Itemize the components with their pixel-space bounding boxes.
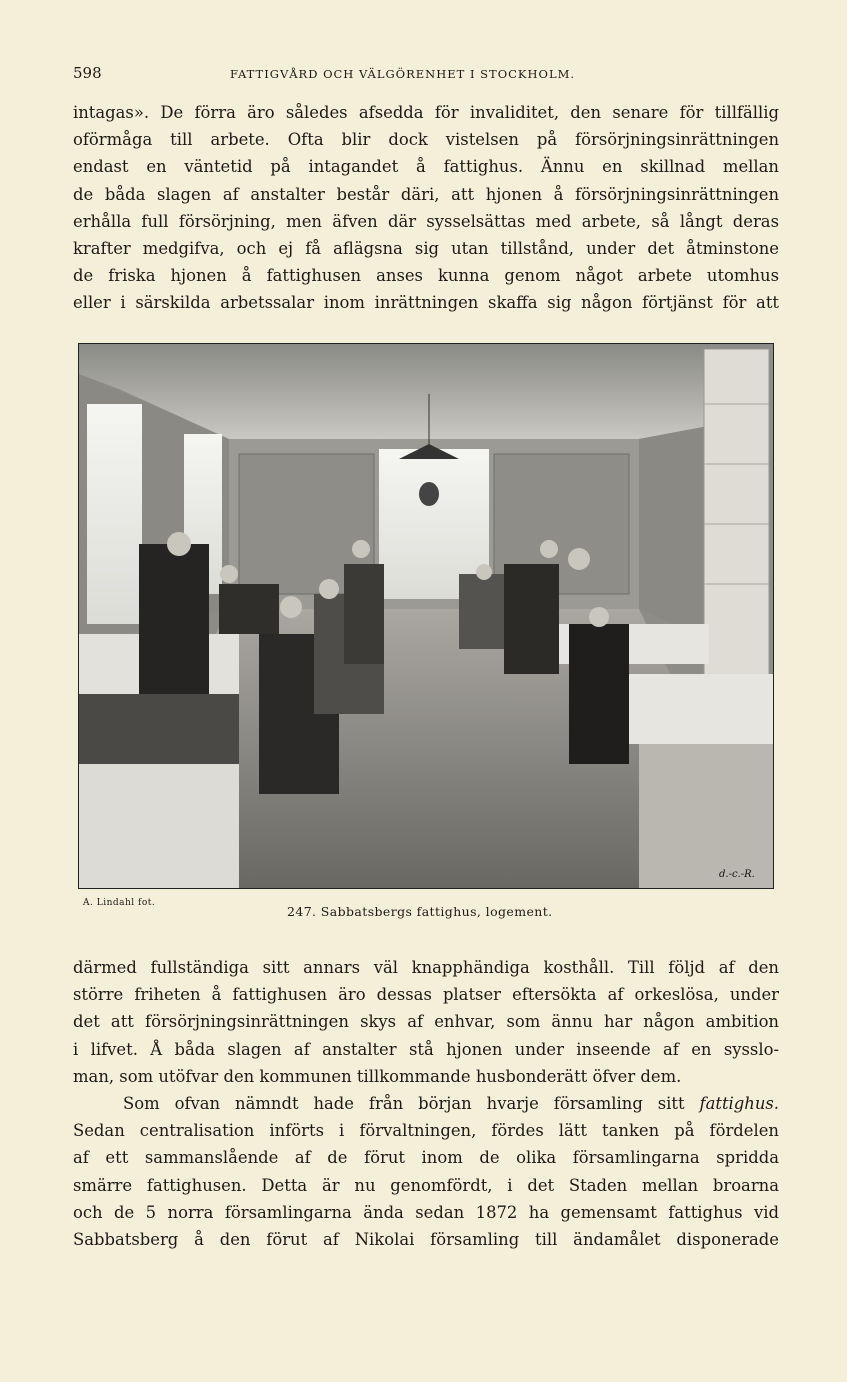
- text-line: eller i särskilda arbetssalar inom inrättningen skaffa sig någon förtjänst för att: [73, 293, 779, 313]
- text-line: krafter medgifva, och ej få aflägsna sig utan tillstånd, under det åtminstone: [73, 238, 779, 258]
- text-line: erhålla full försörjning, men äfven där sysselsättas med arbete, så långt deras: [73, 211, 779, 231]
- text-line: i lifvet. Å båda slagen af anstalter stå hjonen under inseende af en sysslo-: [73, 1039, 779, 1059]
- text-line: smärre fattighusen. Detta är nu genomfördt, i det Staden mellan broarna: [73, 1175, 779, 1195]
- paragraph-top: [73, 99, 779, 317]
- figure-caption: 247. Sabbatsbergs fattighus, logement.: [287, 904, 553, 919]
- text-line: endast en väntetid på intagandet å fattighus. Ännu en skillnad mellan: [73, 157, 779, 177]
- text-line: [73, 1090, 779, 1117]
- text-line: de friska hjonen å fattighusen anses kunna genom något arbete utomhus: [73, 266, 779, 286]
- page-header: [73, 64, 779, 86]
- running-title: FATTIGVÅRD OCH VÄLGÖRENHET I STOCKHOLM.: [230, 67, 576, 81]
- text-line: de båda slagen af anstalter består däri, att hjonen å försörjningsinrättningen: [73, 184, 779, 204]
- page-number: 598: [73, 64, 102, 82]
- text-line: större friheten å fattighusen äro dessas platser eftersökta af orkeslösa, under: [73, 985, 779, 1005]
- text-line: af ett sammanslående af de förut inom de olika församlingarna spridda: [73, 1148, 779, 1168]
- photo-signature: d.-c.-R.: [719, 869, 755, 880]
- text-line: och de 5 norra församlingarna ända sedan 1872 ha gemensamt fattighus vid: [73, 1202, 779, 1222]
- dormitory-photo: [79, 344, 773, 888]
- text-line: därmed fullständiga sitt annars väl knapphändiga kosthåll. Till följd af den: [73, 958, 779, 977]
- text-span: Som ofvan nämndt hade från början hvarje församling sitt: [123, 1093, 685, 1113]
- italic-word: fattighus.: [699, 1093, 779, 1113]
- text-line: man, som utöfvar den kommunen tillkommande husbonderätt öfver dem.: [73, 1066, 682, 1086]
- photo-credit: A. Lindahl fot.: [83, 898, 156, 908]
- text-line: oförmåga till arbete. Ofta blir dock vistelsen på försörjningsinrättningen: [73, 130, 779, 150]
- text-line: Sedan centralisation införts i förvaltningen, fördes lätt tanken på fördelen: [73, 1121, 779, 1141]
- text-line: Sabbatsberg å den förut af Nikolai församling till ändamålet disponerade: [73, 1229, 779, 1249]
- text-line: det att försörjningsinrättningen skys af enhvar, som ännu har någon ambition: [73, 1012, 779, 1032]
- text-line: intagas». De förra äro således afsedda för invaliditet, den senare för tillfällig: [73, 103, 779, 122]
- paragraph-bottom: [73, 954, 779, 1253]
- figure-photograph: [78, 343, 774, 889]
